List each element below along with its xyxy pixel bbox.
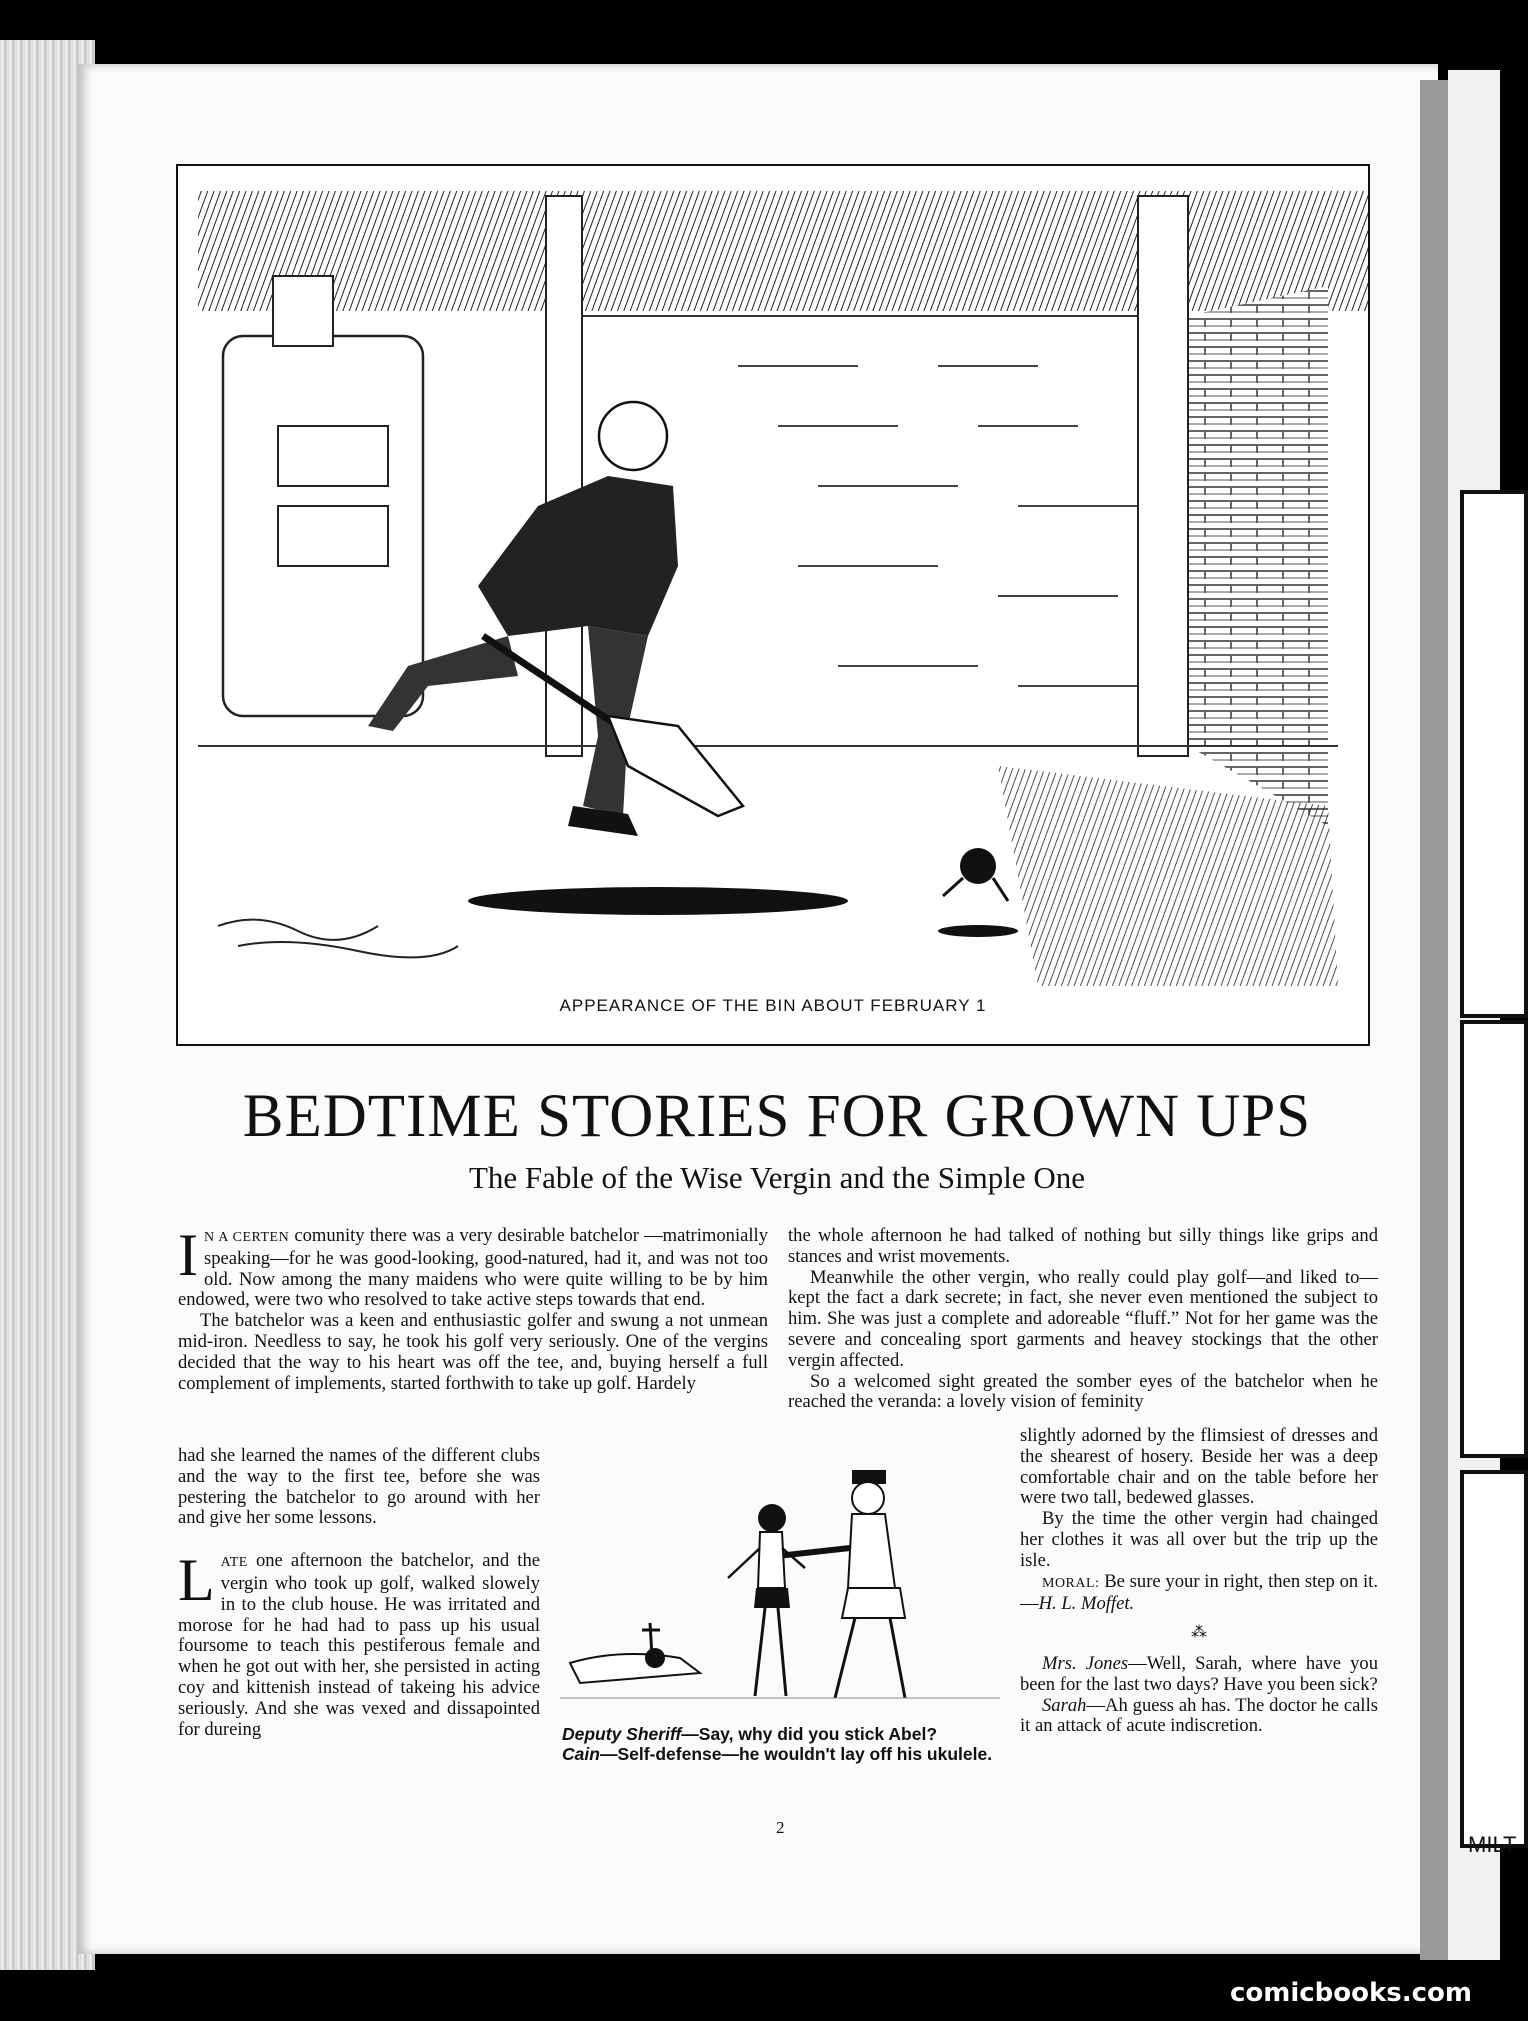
article-column-2 (788, 1226, 1378, 1413)
article-paragraph: By the time the other vergin had chainged her clothes it was all over but the trip up the isle. (1020, 1508, 1378, 1571)
joke-line: —Ah guess ah has. The doctor he calls it an attack of acute indiscretion. (1020, 1694, 1378, 1737)
article-paragraph: Meanwhile the other vergin, who really could play golf—and liked to—kept the fact a dark secrete; in fact, she never even mentioned the subject to him. She was just a complete and adoreable “fluff.” Not for her game was the severe and concealing sport garments and heavey stockings that the other vergin affected. (788, 1266, 1378, 1371)
caption-line (562, 1744, 1002, 1764)
subtitle: The Fable of the Wise Vergin and the Simple One (468, 1160, 1086, 1195)
section-separator: ⁂ (1191, 1624, 1207, 1642)
caption-speaker: Deputy Sheriff (562, 1724, 682, 1744)
article-paragraph: had she learned the names of the different clubs and the way to the first tee, before she was pestering the batchelor to go around with her and give her some lessons. (178, 1445, 540, 1529)
article-paragraph (178, 1222, 769, 1311)
cartoon-caption (562, 1724, 1002, 1764)
joke-speaker: Sarah (1042, 1694, 1087, 1716)
next-page-panel (1460, 490, 1528, 1018)
page-number: 2 (776, 1818, 785, 1837)
next-page-text: MILT (1468, 1832, 1517, 1857)
joke-paragraph (1020, 1654, 1378, 1696)
article-paragraph: slightly adorned by the flimsiest of dresses and the shearest of hosery. Beside her was a deep comfortable chair and on the table before her were two tall, bedewed glasses. (1020, 1425, 1378, 1509)
drop-cap: L (178, 1547, 215, 1614)
next-page-strip (1448, 70, 1517, 1960)
next-page-panel (1460, 1020, 1528, 1458)
binding-shadow (1420, 80, 1448, 1960)
smallcaps-opening: ATE (220, 1555, 248, 1571)
next-page-panel (1460, 1470, 1528, 1848)
illustration-caption: APPEARANCE OF THE BIN ABOUT FEBRUARY 1 (559, 996, 987, 1015)
cain-abel-cartoon (560, 1458, 1000, 1738)
moral-author: H. L. Moffet. (1038, 1593, 1135, 1615)
site-watermark: comicbooks.com (1229, 1978, 1472, 2008)
joke-speaker: Mrs. Jones (1042, 1652, 1129, 1674)
caption-speaker: Cain (562, 1744, 600, 1764)
article-paragraph (178, 1547, 540, 1740)
caption-line (562, 1724, 1002, 1744)
article-paragraph: The batchelor was a keen and enthusiastic golfer and swung a not unmean mid-iron. Needless to say, he took his golf very seriously. One of the vergins decided that the way to his heart was off the tee, and, buying herself a full complement of implements, started forthwith to take up golf. Hardely (178, 1310, 768, 1394)
article-paragraph: So a welcomed sight greated the somber eyes of the batchelor when he reached the veranda: a lovely vision of feminity (788, 1370, 1378, 1413)
moral-text: Be sure your in right, then step on it.— (1020, 1570, 1378, 1615)
moral (1020, 1572, 1378, 1616)
main-illustration (176, 164, 1370, 1046)
caption-text: —Say, why did you stick Abel? (681, 1724, 938, 1744)
smallcaps-opening: N A CERTEN (203, 1230, 290, 1245)
caption-text: —Self-defense—he wouldn't lay off his ukulele. (599, 1744, 993, 1764)
article-column-1-narrow (178, 1446, 540, 1740)
article-paragraph: the whole afternoon he had talked of nothing but silly things like grips and stances and wrist movements. (788, 1225, 1378, 1267)
drop-cap: I (178, 1222, 198, 1288)
moral-label: MORAL: (1042, 1575, 1100, 1591)
paragraph-text: one afternoon the batchelor, and the vergin who took up golf, walked slowely in to the club house. He was irritated and morose for he had had to pass up his usual foursome to teach this pestiferous female and when he got out with her, she persisted in acting coy and kittenish instead of takeing his advice seriously. And she was vexed and dissapointed for dureing (178, 1550, 540, 1740)
paragraph-text: comunity there was a very desirable batchelor —matrimonially speaking—for he was good-looking, good-natured, had it, and was not too old. Now among the many maidens who were quite willing to be by him endowed, were two who resolved to take active steps towards that end. (178, 1225, 769, 1311)
joke-paragraph (1020, 1696, 1378, 1738)
cellar-shovel-drawing (178, 166, 1368, 1044)
page-title: BEDTIME STORIES FOR GROWN UPS (242, 1083, 1312, 1150)
article-column-1 (178, 1222, 769, 1394)
article-column-2-narrow (1020, 1426, 1378, 1737)
joke-line: —Well, Sarah, where have you been for the last two days? Have you been sick? (1020, 1652, 1378, 1695)
